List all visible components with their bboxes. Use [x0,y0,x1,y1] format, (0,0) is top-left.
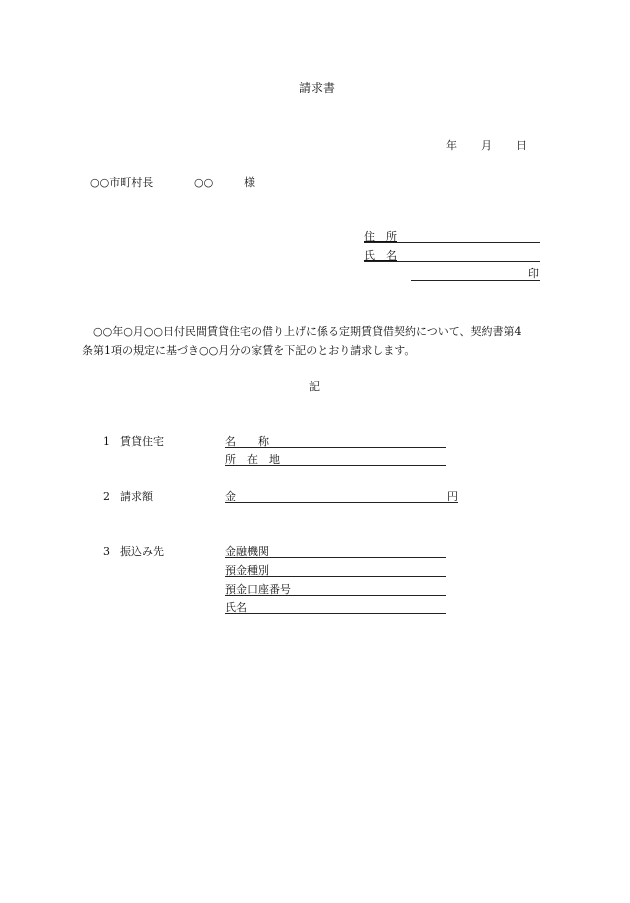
addressee-honorific: 様 [244,176,255,189]
date-year-label: 年 [446,139,457,152]
addressee-name: ○○ [194,176,214,189]
item-1-number: 1 [103,435,110,448]
body-text-line-1: ○○年○月○○日付民間賃貸住宅の借り上げに係る定期賃貸借契約について、契約書第4 [93,325,522,338]
housing-name-label: 名 称 [225,435,269,448]
bank-line [225,557,446,558]
applicant-address-label: 住 所 [364,230,397,243]
housing-location-label: 所 在 地 [225,453,280,466]
amount-line [225,502,458,503]
housing-location-line [225,465,446,466]
deposit-type-label: 預金種別 [225,564,269,577]
applicant-name-line [364,261,540,262]
deposit-type-line [225,576,446,577]
amount-suffix: 円 [447,490,458,503]
applicant-seal-mark: 印 [528,267,539,280]
item-3-heading: 振込み先 [120,545,164,558]
body-text-line-2: 条第1項の規定に基づき○○月分の家賃を下記のとおり請求します。 [82,344,416,357]
account-number-label: 預金口座番号 [225,583,291,596]
document-title: 請求書 [299,81,336,95]
item-1-heading: 賃貸住宅 [120,435,164,448]
account-holder-line [225,613,446,614]
ki-heading: 記 [309,380,320,393]
item-2-number: 2 [103,490,110,503]
applicant-name-label: 氏 名 [364,249,397,262]
bank-label: 金融機関 [225,545,269,558]
addressee-office: ○○市町村長 [90,176,154,189]
date-month-label: 月 [481,139,492,152]
applicant-seal-line [411,280,540,281]
item-3-number: 3 [103,545,110,558]
amount-prefix: 金 [225,490,236,503]
account-holder-label: 氏名 [225,601,247,614]
account-number-line [225,595,446,596]
applicant-address-line [364,242,540,243]
date-day-label: 日 [516,139,527,152]
housing-name-line [225,447,446,448]
item-2-heading: 請求額 [120,490,153,503]
